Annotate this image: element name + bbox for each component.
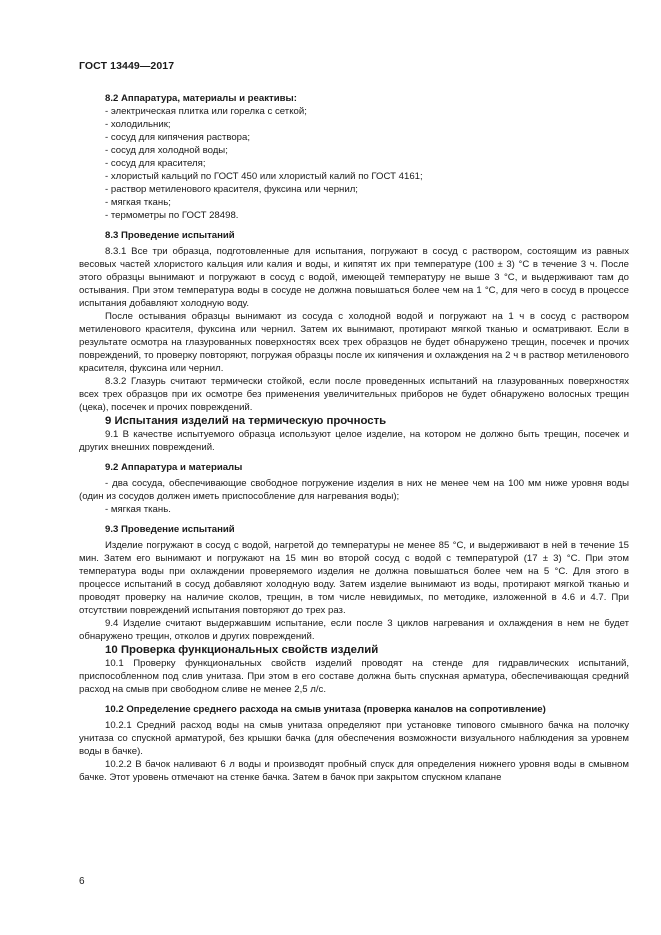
section-8-3-heading: 8.3 Проведение испытаний: [105, 230, 235, 241]
list-item: - холодильник;: [105, 119, 171, 130]
document-body: [79, 92, 629, 784]
list-item: - мягкая ткань;: [105, 197, 171, 208]
list-item: - раствор метиленового красителя, фуксина или чернил;: [105, 184, 358, 195]
section-9-heading: 9 Испытания изделий на термическую прочность: [105, 415, 387, 427]
section-10-2-heading: 10.2 Определение среднего расхода на смыв унитаза (проверка каналов на сопротивление): [105, 704, 546, 715]
list-item: - сосуд для красителя;: [105, 158, 206, 169]
paragraph: Изделие погружают в сосуд с водой, нагретой до температуры не менее 85 °С, и выдерживают в ней в течение 15 мин. Затем его вынимают и погружают на 15 мин во второй сосуд с водой с температурой (17 ± 3) °С. При этом температура воды при охлаждении проверяемого изделия не должна повышаться более чем на 5 °С. Для этого в процессе испытаний в сосуд добавляют холодную воду. Затем изделие вынимают из воды, протирают мягкой тканью и проводят проверку на наличие сколов, трещин, в том числе невидимых, по методике, изложенной в 4.6 и 4.7. При отсутствии повреждений испытания повторяют до трех раз.: [79, 540, 629, 616]
paragraph-10-2-1: 10.2.1 Средний расход воды на смыв унитаза определяют при установке типового смывного бачка на полочку унитаза со спускной арматурой, без крышки бачка (для обеспечения возможности визуального наблюдения за уровнем воды в бачке).: [79, 720, 629, 757]
list-item: - электрическая плитка или горелка с сеткой;: [105, 106, 307, 117]
paragraph-9-4: 9.4 Изделие считают выдержавшим испытание, если после 3 циклов нагревания и охлаждения в нем не будет обнаружено трещин, отколов и других повреждений.: [79, 618, 629, 642]
paragraph-9-1: 9.1 В качестве испытуемого образца используют целое изделие, на котором не должно быть трещин, посечек и других внешних повреждений.: [79, 429, 629, 453]
paragraph-10-2-2: 10.2.2 В бачок наливают 6 л воды и производят пробный спуск для определения нижнего уровня воды в смывном бачке. Этот уровень отмечают на стенке бачка. Затем в бачок при закрытом спускном клапане: [79, 759, 629, 783]
paragraph: После остывания образцы вынимают из сосуда с холодной водой и погружают на 1 ч в сосуд с раствором метиленового красителя, фуксина или чернил. Затем их вынимают, протирают мягкой тканью и осматривают. Если в результате осмотра на глазурованных поверхностях всех трех образцов не будет обнаружено трещин, посечек и прочих повреждений, то проверку повторяют, погружая образцы после их кипячения и охлаждения на 2 ч в раствор метиленового красителя, фуксина или чернил.: [79, 311, 629, 374]
list-item: - хлористый кальций по ГОСТ 450 или хлористый калий по ГОСТ 4161;: [105, 171, 423, 182]
paragraph-8-3-2: 8.3.2 Глазурь считают термически стойкой, если после проведенных испытаний на глазурованных поверхностях всех трех образцов при их осмотре без применения увеличительных приборов не будет обнаружено волосных трещин (цека), посечек и прочих повреждений.: [79, 376, 629, 413]
list-item: - термометры по ГОСТ 28498.: [105, 210, 239, 221]
section-8-2-heading: 8.2 Аппаратура, материалы и реактивы:: [105, 93, 297, 104]
list-item: - сосуд для кипячения раствора;: [105, 132, 251, 143]
list-item: - два сосуда, обеспечивающие свободное погружение изделия в них не менее чем на 100 мм ниже уровня воды (один из сосудов должен иметь приспособление для нагревания воды);: [79, 478, 629, 502]
section-9-2-heading: 9.2 Аппаратура и материалы: [105, 462, 243, 473]
section-9-3-heading: 9.3 Проведение испытаний: [105, 524, 235, 535]
paragraph-8-3-1: 8.3.1 Все три образца, подготовленные для испытания, погружают в сосуд с раствором, состоящим из равных весовых частей хлористого кальция или калия и воды, и кипятят их при температуре (100 ± 3) °С в течение 3 ч. После этого образцы вынимают и погружают в сосуд с водой, имеющей температуру не выше 3 °С, и выдерживают там до остывания. При этом температура воды в сосуде не должна повышаться более чем на 1 °С, для чего в сосуд в процессе испытания добавляют холодную воду.: [79, 246, 629, 309]
paragraph-10-1: 10.1 Проверку функциональных свойств изделий проводят на стенде для гидравлических испытаний, приспособленном под слив унитаза. При этом в его составе должна быть спускная арматура, обеспечивающая средний расход на смыв при свободном сливе не менее 2,5 л/с.: [79, 658, 629, 695]
section-10-heading: 10 Проверка функциональных свойств изделий: [105, 644, 379, 656]
list-item: - мягкая ткань.: [105, 504, 171, 515]
page-number: 6: [79, 876, 85, 887]
document-header: ГОСТ 13449—2017: [79, 60, 175, 72]
list-item: - сосуд для холодной воды;: [105, 145, 228, 156]
